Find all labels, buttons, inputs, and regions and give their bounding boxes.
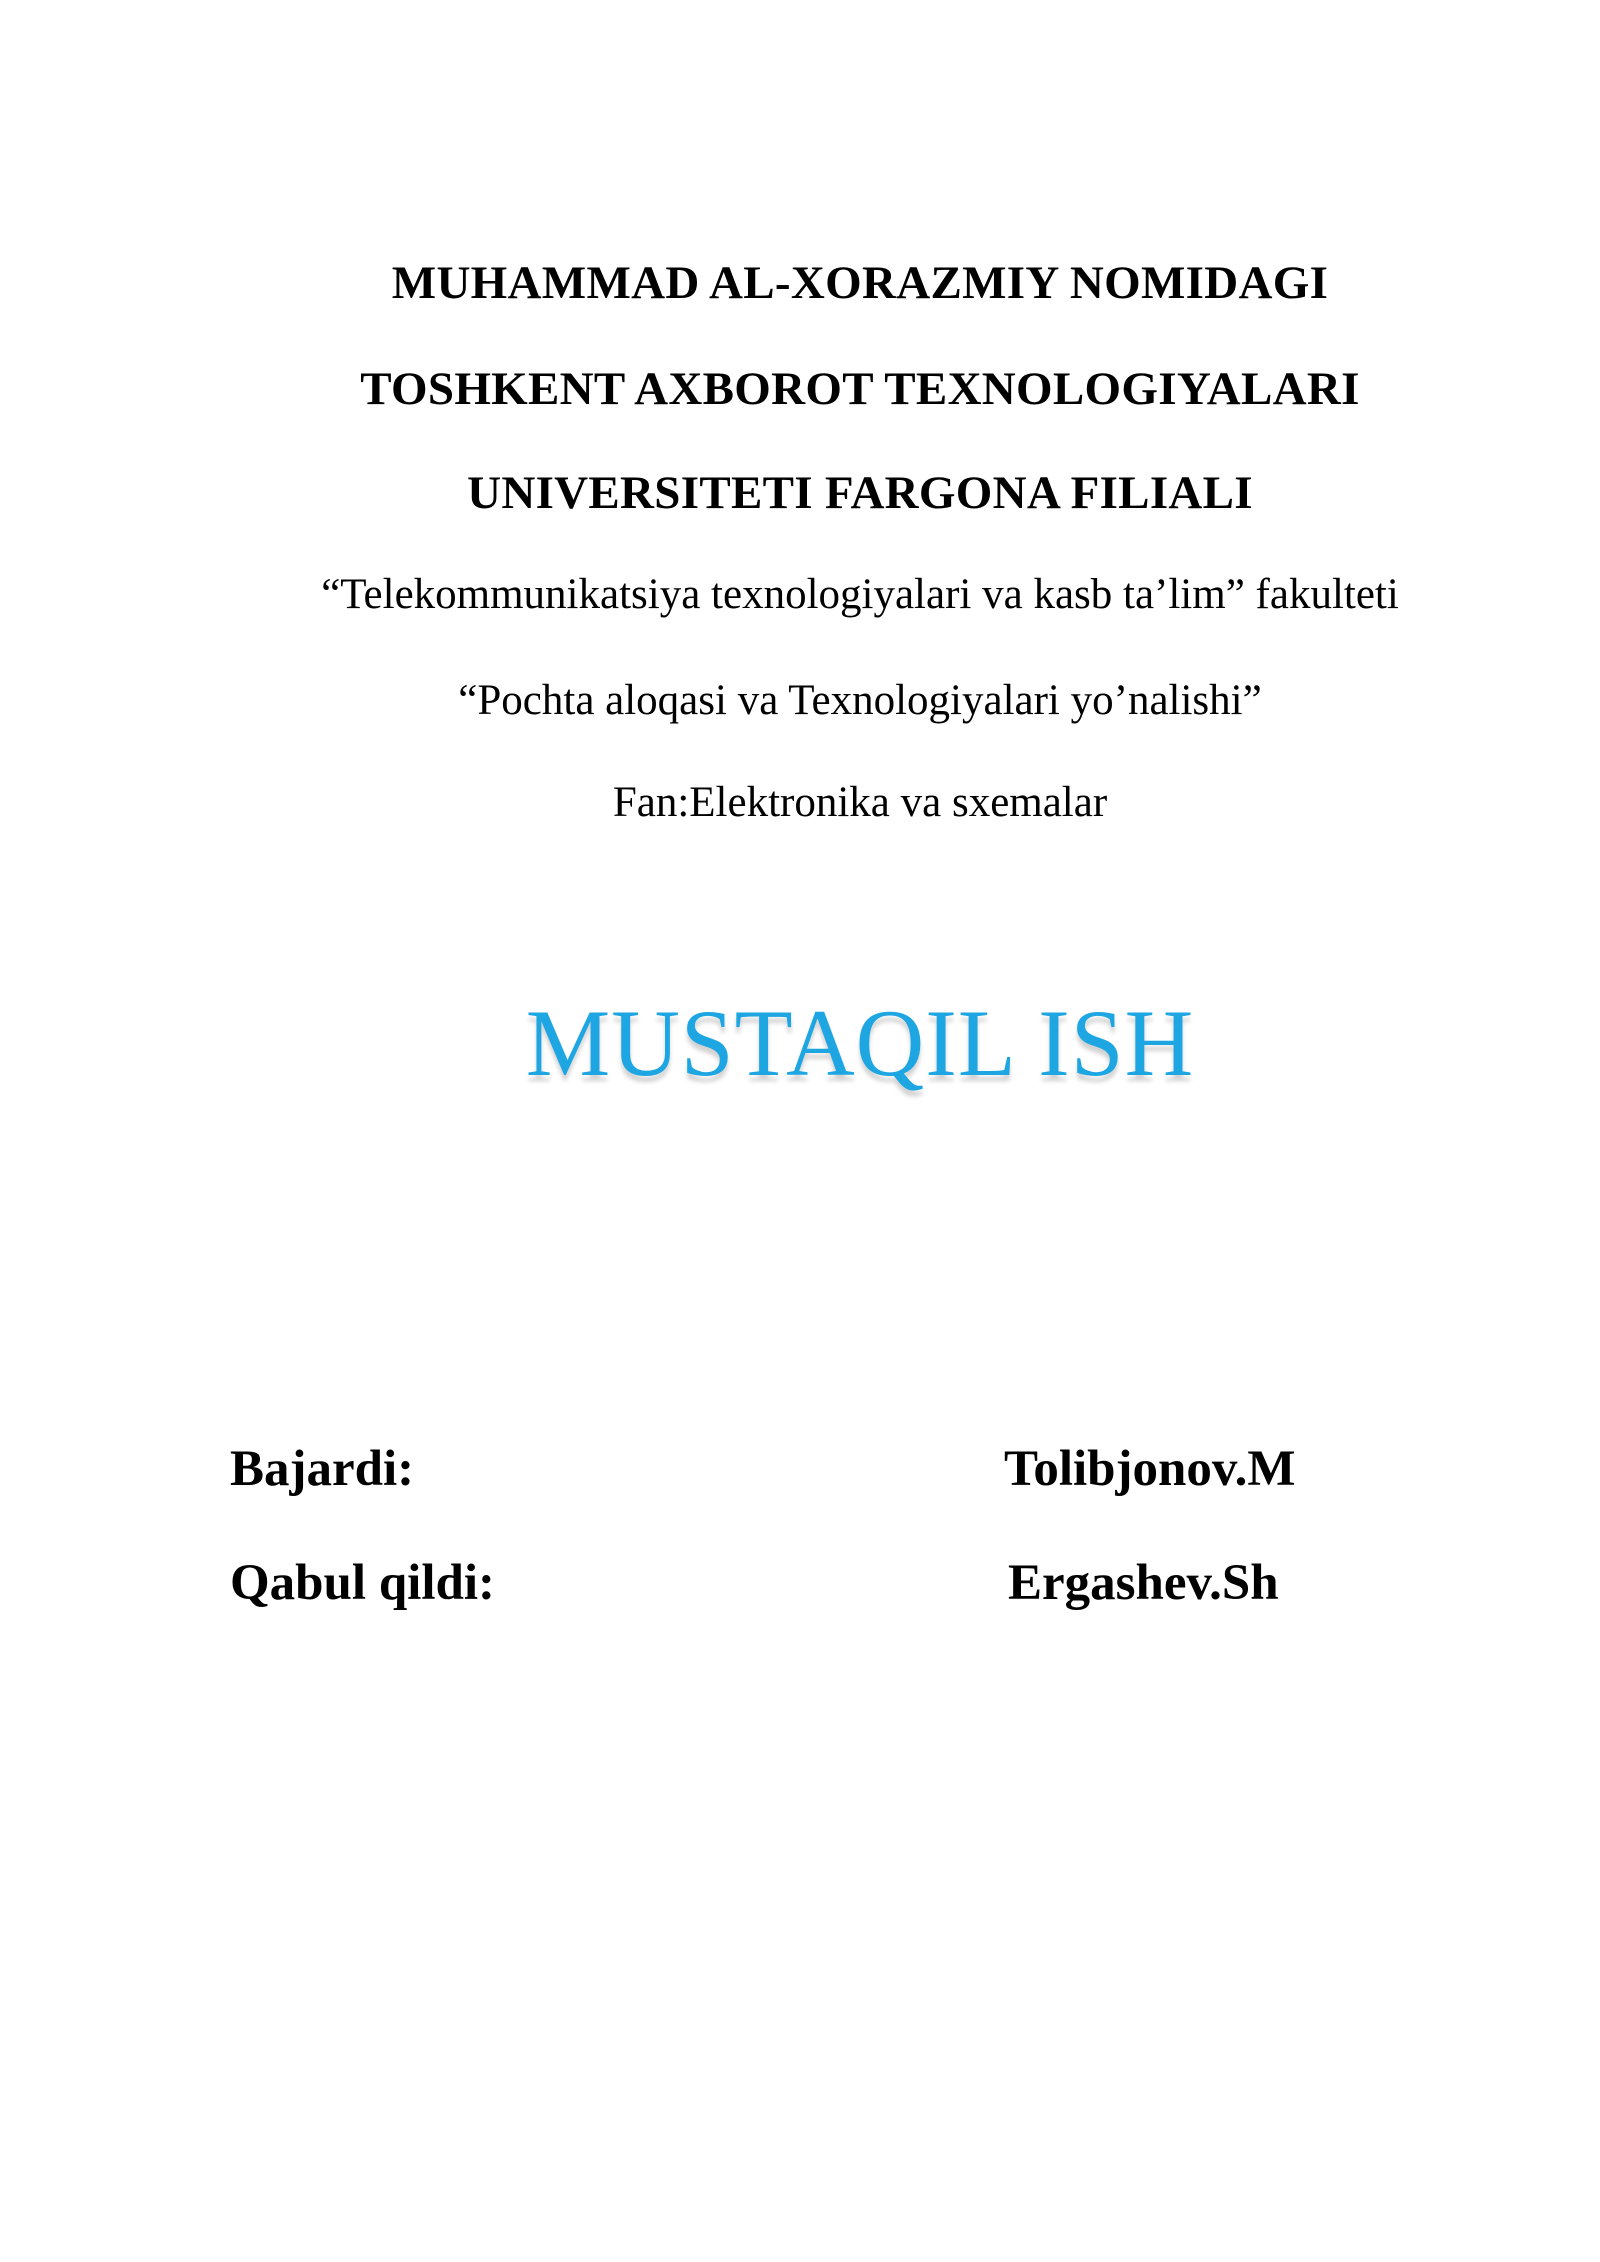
faculty-line: “Telekommunikatsiya texnologiyalari va kasb ta’lim” fakulteti (321, 571, 1399, 618)
direction-line: “Pochta aloqasi va Texnologiyalari yo’nalishi” (458, 677, 1262, 724)
performed-by-label: Bajardi: (230, 1441, 415, 1497)
document-title: MUSTAQIL ISH (525, 990, 1195, 1096)
subject-line: Fan:Elektronika va sxemalar (612, 779, 1108, 826)
accepted-by-name: Ergashev.Sh (1008, 1555, 1279, 1611)
institution-line-2: TOSHKENT AXBOROT TEXNOLOGIYALARI (360, 363, 1360, 415)
institution-line-3: UNIVERSITETI FARGONA FILIALI (467, 467, 1253, 519)
institution-line-1: MUHAMMAD AL-XORAZMIY NOMIDAGI (391, 257, 1329, 309)
performed-by-name: Tolibjonov.M (1004, 1441, 1296, 1497)
accepted-by-label: Qabul qildi: (230, 1555, 496, 1611)
